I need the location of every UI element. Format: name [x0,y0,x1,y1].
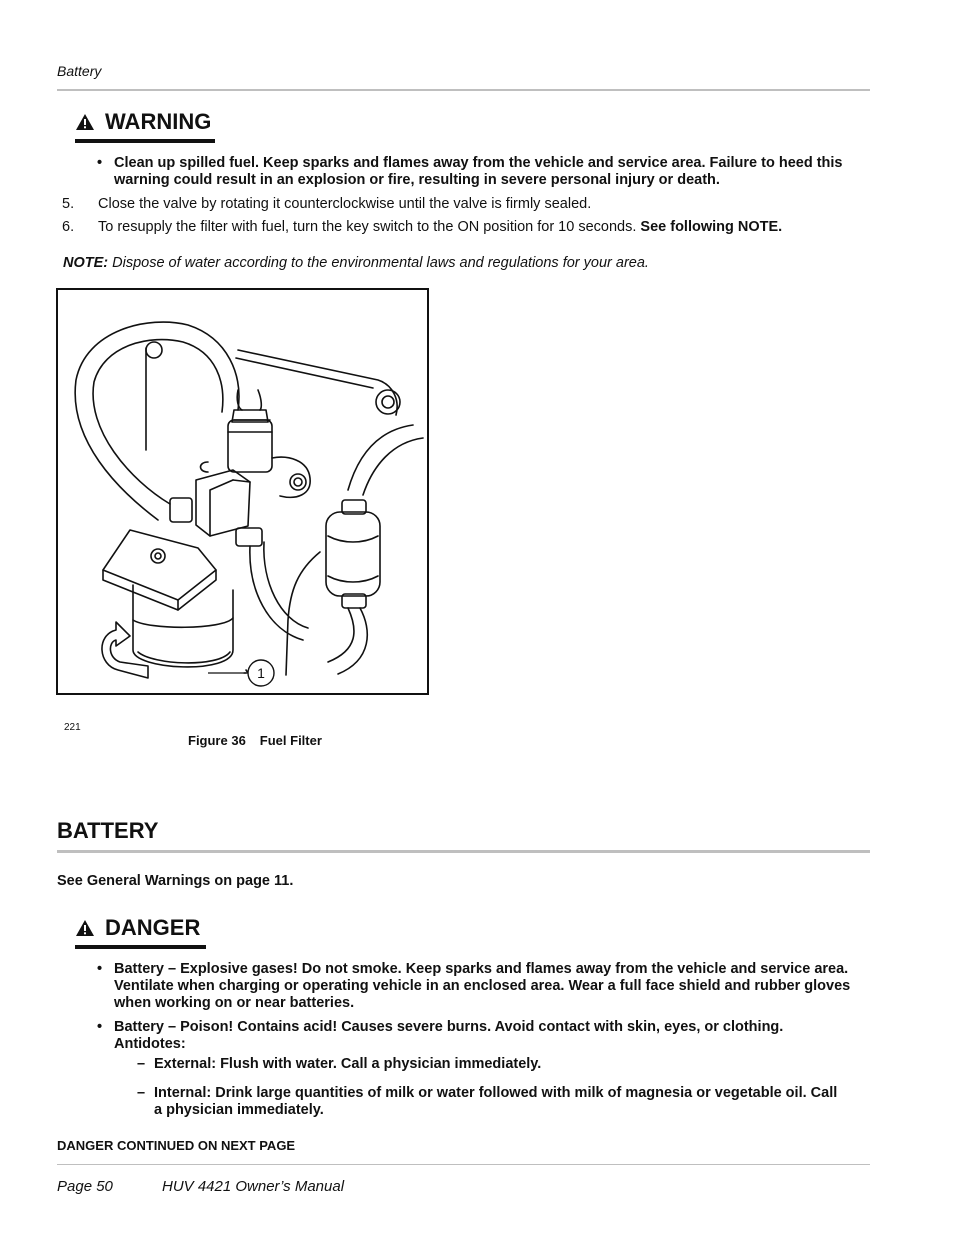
section-title: BATTERY [57,818,159,843]
figure-fuel-filter [56,288,429,695]
figure-caption-label: Figure 36 [188,733,246,748]
note-label: NOTE: [63,255,109,271]
warning-underline [75,139,215,143]
section-rule [57,850,870,853]
see-general-warnings: See General Warnings on page 11. [57,873,294,889]
danger-underline [75,945,206,949]
note [63,255,649,271]
warning-title-text: WARNING [105,109,212,134]
warning-triangle-icon [75,919,95,937]
danger-continued: DANGER CONTINUED ON NEXT PAGE [57,1138,296,1153]
figure-caption-title: Fuel Filter [259,733,322,748]
fuel-filter-illustration [58,290,427,693]
figure-code: 221 [64,722,81,733]
callout-1-label: 1 [257,665,265,681]
running-header: Battery [57,63,102,79]
step-6-emphasis: See following NOTE. [640,219,783,235]
figure-caption [188,733,322,748]
warning-title [75,109,211,135]
danger-title-text: DANGER [105,915,201,940]
footer-manual-title: HUV 4421 Owner’s Manual [162,1178,345,1195]
footer-rule [57,1164,870,1165]
danger-title [75,915,200,941]
warning-triangle-icon [75,113,95,131]
note-text: Dispose of water according to the environmental laws and regulations for your area. [112,255,649,271]
header-rule [57,89,870,91]
footer-page-number: Page 50 [57,1178,113,1195]
